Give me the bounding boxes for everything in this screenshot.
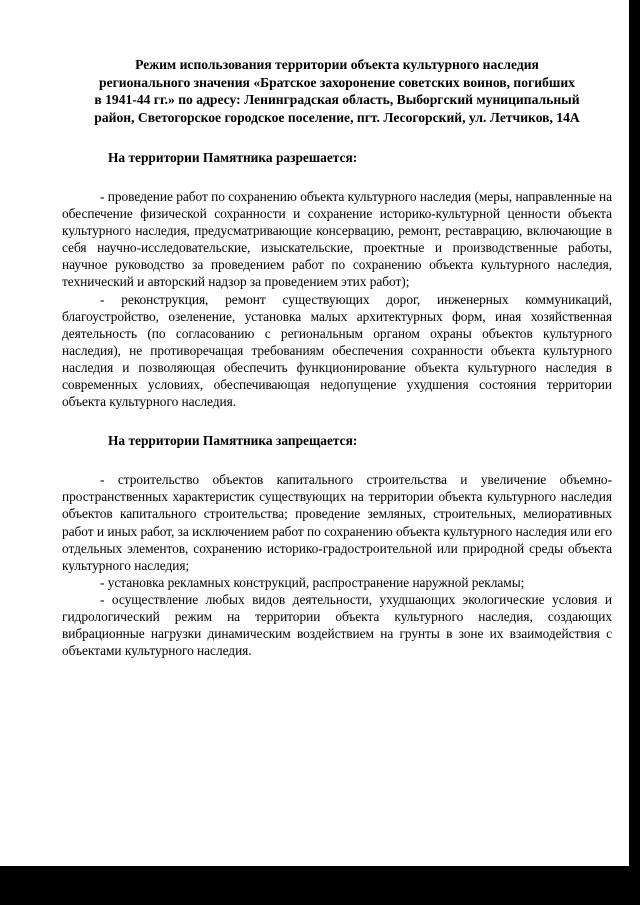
title-line: Режим использования территории объекта культурного наследия	[135, 57, 539, 72]
document-body	[62, 56, 612, 659]
title-line: в 1941-44 гг.» по адресу: Ленинградская область, Выборгский муниципальный	[94, 92, 580, 107]
title-line: регионального значения «Братское захоронение советских воинов, погибших	[99, 74, 575, 90]
title-line: район, Светогорское городское поселение, пгт. Лесогорский, ул. Летчиков, 14А	[94, 109, 580, 125]
allowed-list	[62, 188, 612, 410]
document-title	[62, 56, 612, 126]
forbidden-list	[62, 471, 612, 659]
forbidden-heading: На территории Памятника запрещается:	[108, 433, 358, 449]
allowed-item: - проведение работ по сохранению объекта культурного наследия (меры, направленные на обеспечение физической сохранности и сохранение историко-культурной ценности объекта культурного наследия, предусматривающие консервацию, ремонт, реставрацию, включающие в себя научно-исследовательские, изыскательские, проектные и производственные работы, научное руководство за проведением работ по сохранению объекта культурного наследия, технический и авторский надзор за проведением этих работ);	[62, 189, 612, 290]
allowed-heading: На территории Памятника разрешается:	[108, 150, 358, 165]
forbidden-item: - установка рекламных конструкций, распространение наружной рекламы;	[100, 574, 525, 590]
allowed-item: - реконструкция, ремонт существующих дорог, инженерных коммуникаций, благоустройство, озеленение, установка малых архитектурных форм, иная хозяйственная деятельность (по согласованию с региональным органом охраны объектов культурного наследия), не противоречащая требованиям обеспечения сохранности объекта культурного наследия и позволяющая обеспечить функционирование объекта культурного наследия в современных условиях, обеспечивающая недопущение ухудшения состояния территории объекта культурного наследия.	[62, 291, 612, 410]
forbidden-item: - осуществление любых видов деятельности, ухудшающих экологические условия и гидрологический режим на территории объекта культурного наследия, создающих вибрационные нагрузки динамическим воздействием на грунты в зоне их взаимодействия с объектами культурного наследия.	[62, 591, 612, 659]
forbidden-item: - строительство объектов капитального строительства и увеличение объемно-пространственных характеристик существующих на территории объекта культурного наследия объектов капитального строительства; проведение земляных, строительных, мелиоративных работ и иных работ, за исключением работ по сохранению объекта культурного наследия или его отдельных элементов, сохранению историко-градостроительной или природной среды объекта культурного наследия;	[62, 472, 612, 573]
